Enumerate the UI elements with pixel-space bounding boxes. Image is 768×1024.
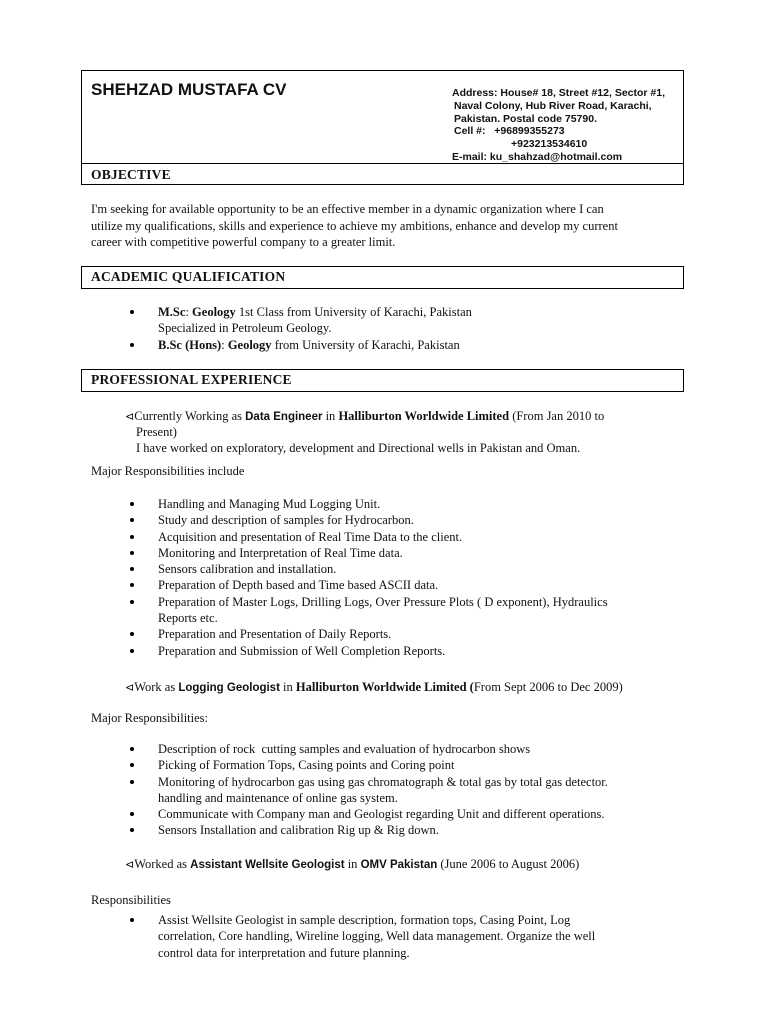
- list-item: Description of rock cutting samples and evaluation of hydrocarbon shows: [130, 741, 690, 757]
- list-item: Sensors Installation and calibration Rig up & Rig down.: [130, 822, 690, 838]
- bullet-icon: [130, 632, 134, 636]
- job-3-title: ⊲Worked as Assistant Wellsite Geologist in OMV Pakistan (June 2006 to August 2006): [125, 857, 580, 871]
- cell-line-2: +923213534610: [511, 138, 588, 151]
- specialization: Specialized in Petroleum Geology.: [158, 321, 332, 336]
- academic-heading: ACADEMIC QUALIFICATION: [91, 269, 286, 284]
- bullet-icon: [130, 502, 134, 506]
- arrow-icon: ⊲: [125, 410, 135, 423]
- job-2-resp-heading: Major Responsibilities:: [91, 711, 209, 725]
- list-item: Picking of Formation Tops, Casing points and Coring point: [130, 757, 690, 773]
- list-item: Preparation of Master Logs, Drilling Logs, Over Pressure Plots ( D exponent), Hydraulics Reports etc.: [130, 594, 690, 627]
- list-item: Monitoring and Interpretation of Real Time data.: [130, 545, 690, 561]
- bullet-icon: [130, 918, 134, 922]
- list-item: Preparation of Depth based and Time based ASCII data.: [130, 577, 690, 593]
- list-item: Study and description of samples for Hydrocarbon.: [130, 512, 690, 528]
- bullet-icon: [130, 780, 134, 784]
- bullet-icon: [130, 583, 134, 587]
- list-item: Handling and Managing Mud Logging Unit.: [130, 496, 690, 512]
- job-1-note: I have worked on exploratory, development and Directional wells in Pakistan and Oman.: [136, 441, 581, 455]
- list-item: Communicate with Company man and Geologist regarding Unit and different operations.: [130, 806, 690, 822]
- job-3-responsibilities: [130, 912, 690, 961]
- job-2-title: ⊲Work as Logging Geologist in Halliburton Worldwide Limited (From Sept 2006 to Dec 2009): [125, 680, 623, 694]
- address-line-2: Naval Colony, Hub River Road, Karachi,: [454, 99, 652, 112]
- job-3-resp-heading: Responsibilities: [91, 893, 171, 907]
- objective-line: utilize my qualifications, skills and experience to achieve my ambitions, enhance and develop my current: [91, 218, 618, 233]
- bullet-icon: [130, 343, 134, 347]
- list-item: Preparation and Submission of Well Completion Reports.: [130, 643, 690, 659]
- bullet-icon: [130, 747, 134, 751]
- email-line: E-mail: ku_shahzad@hotmail.com: [452, 150, 623, 163]
- objective-line: I'm seeking for available opportunity to be an effective member in a dynamic organization where I can: [91, 202, 604, 216]
- bullet-icon: [130, 828, 134, 832]
- job-2-responsibilities: [130, 741, 690, 839]
- objective-line: career with competitive powerful company to a greater limit.: [91, 235, 396, 249]
- cv-name: SHEHZAD MUSTAFA CV: [91, 80, 287, 99]
- bullet-icon: [130, 812, 134, 816]
- bullet-icon: [130, 649, 134, 653]
- bullet-icon: [130, 535, 134, 539]
- list-item: B.Sc (Hons): Geology from University of Karachi, Pakistan: [130, 337, 670, 353]
- bullet-icon: [130, 763, 134, 767]
- list-item: Assist Wellsite Geologist in sample description, formation tops, Casing Point, Log correlation, Core handling, Wireline logging, Well data management. Organize the well control data for interpretation and future planning.: [130, 912, 690, 961]
- cell-line: Cell #: +96899355273: [454, 125, 565, 138]
- academic-list: [130, 304, 670, 353]
- list-item: Monitoring of hydrocarbon gas using gas chromatograph & total gas by total gas detector. handling and maintenance of online gas system.: [130, 774, 690, 807]
- job-1-title: ⊲Currently Working as Data Engineer in Halliburton Worldwide Limited (From Jan 2010 to: [125, 409, 605, 423]
- bullet-icon: [130, 551, 134, 555]
- list-item: Acquisition and presentation of Real Time Data to the client.: [130, 529, 690, 545]
- list-item: Sensors calibration and installation.: [130, 561, 690, 577]
- arrow-icon: ⊲: [125, 681, 135, 694]
- contact-block: [452, 87, 665, 164]
- bullet-icon: [130, 567, 134, 571]
- job-1-dates-cont: Present): [136, 425, 177, 439]
- bullet-icon: [130, 518, 134, 522]
- list-item: M.Sc: Geology 1st Class from University of Karachi, Pakistan Specialized in Petroleum Geology.: [130, 304, 670, 337]
- list-item: Preparation and Presentation of Daily Reports.: [130, 626, 690, 642]
- bullet-icon: [130, 310, 134, 314]
- bullet-icon: [130, 600, 134, 604]
- address-line-1: Address: House# 18, Street #12, Sector #1,: [452, 87, 666, 99]
- objective-heading: OBJECTIVE: [91, 167, 171, 182]
- job-1-responsibilities: [130, 496, 690, 659]
- arrow-icon: ⊲: [125, 858, 135, 871]
- experience-heading: PROFESSIONAL EXPERIENCE: [91, 372, 292, 387]
- address-line-3: Pakistan. Postal code 75790.: [454, 112, 597, 125]
- job-1-resp-heading: Major Responsibilities include: [91, 464, 245, 478]
- objective-paragraph: [91, 201, 691, 251]
